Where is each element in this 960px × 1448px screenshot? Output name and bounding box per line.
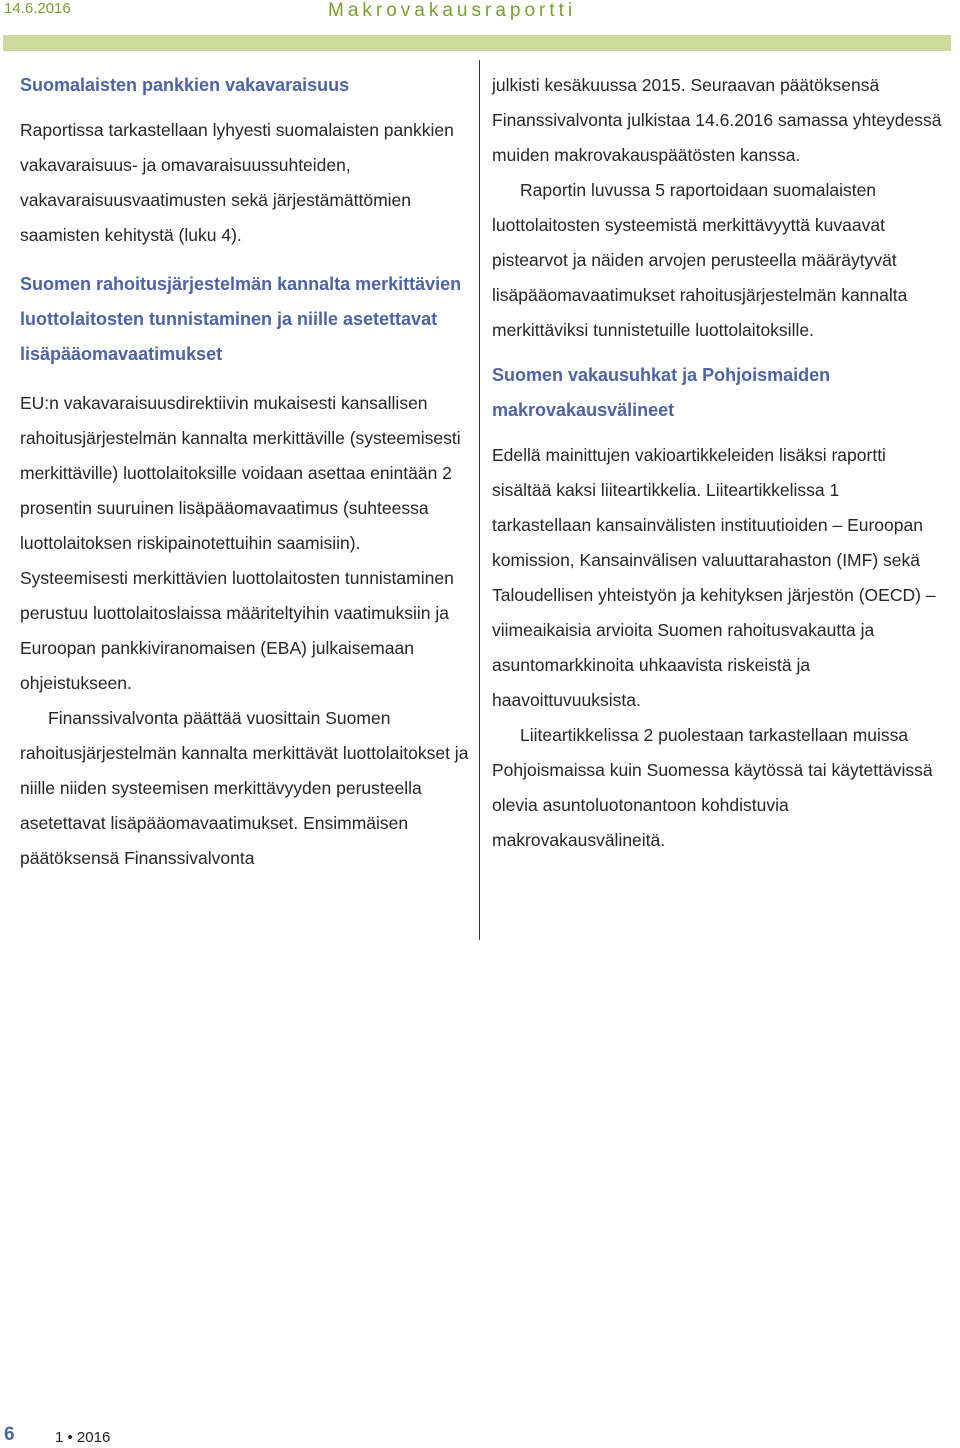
report-title: Makrovakausraportti bbox=[328, 0, 577, 21]
section-heading-stability-threats: Suomen vakausuhkat ja Pohjoismaiden makrovakausvälineet bbox=[492, 365, 831, 420]
paragraph-publication: julkisti kesäkuussa 2015. Seuraavan päätöksensä Finanssivalvonta julkistaa 14.6.2016 samassa yhteydessä muiden makrovakauspäätösten kanssa. bbox=[492, 75, 942, 165]
issue-number: 1 • 2016 bbox=[55, 1429, 111, 1446]
page-number: 6 bbox=[4, 1424, 15, 1445]
section-heading-systemic-institutions: Suomen rahoitusjärjestelmän kannalta merkittävien luottolaitosten tunnistaminen ja niille asetettavat lisäpääomavaatimukset bbox=[20, 274, 462, 364]
paragraph-annex-article-2: Liiteartikkelissa 2 puolestaan tarkastellaan muissa Pohjoismaissa kuin Suomessa käytössä tai käytettävissä olevia asuntoluotonantoon kohdistuvia makrovakausvälineitä. bbox=[492, 725, 933, 850]
paragraph-eu-directive: EU:n vakavaraisuusdirektiivin mukaisesti kansallisen rahoitusjärjestelmän kannalta merkittäville (systeemisesti merkittäville) luottolaitoksille voidaan asettaa enintään 2 prosentin suuruinen lisäpääomavaatimus (suhteessa luottolaitoksen riskipainotettuihin saamisiin). Systeemisesti merkittävien luottolaitosten tunnistaminen perustuu luottolaitoslaissa määriteltyihin vaatimuksiin ja Euroopan pankkiviranomaisen (EBA) julkaisemaan ohjeistukseen. bbox=[20, 393, 461, 693]
header-bar bbox=[3, 35, 951, 51]
section-heading-capital-adequacy: Suomalaisten pankkien vakavaraisuus bbox=[20, 75, 350, 95]
right-column bbox=[492, 68, 942, 858]
column-divider bbox=[479, 60, 480, 940]
paragraph-capital-adequacy: Raportissa tarkastellaan lyhyesti suomalaisten pankkien vakavaraisuus- ja omavaraisuussuhteiden, vakavaraisuusvaatimusten sekä järjestämättömien saamisten kehitystä (luku 4). bbox=[20, 120, 454, 245]
paragraph-chapter-5: Raportin luvussa 5 raportoidaan suomalaisten luottolaitosten systeemistä merkittävyyttä kuvaavat pistearvot ja näiden arvojen perusteella määräytyvät lisäpääomavaatimukset rahoitusjärjestelmän kannalta merkittäviksi tunnistetuille luottolaitoksille. bbox=[492, 180, 908, 340]
report-date: 14.6.2016 bbox=[4, 0, 71, 17]
left-column bbox=[20, 68, 470, 876]
paragraph-annex-article-1: Edellä mainittujen vakioartikkeleiden lisäksi raportti sisältää kaksi liiteartikkelia. Liiteartikkelissa 1 tarkastellaan kansainvälisten instituutioiden – Euroopan komission, Kansainvälisen valuuttarahaston (IMF) sekä Taloudellisen yhteistyön ja kehityksen järjestön (OECD) – viimeaikaisia arvioita Suomen rahoitusvakautta ja asuntomarkkinoita uhkaavista riskeistä ja haavoittuvuuksista. bbox=[492, 445, 936, 710]
paragraph-fiva-decision: Finanssivalvonta päättää vuosittain Suomen rahoitusjärjestelmän kannalta merkittävät luottolaitokset ja niille niiden systeemisen merkittävyyden perusteella asetettavat lisäpääomavaatimukset. Ensimmäisen päätöksensä Finanssivalvonta bbox=[20, 708, 469, 868]
